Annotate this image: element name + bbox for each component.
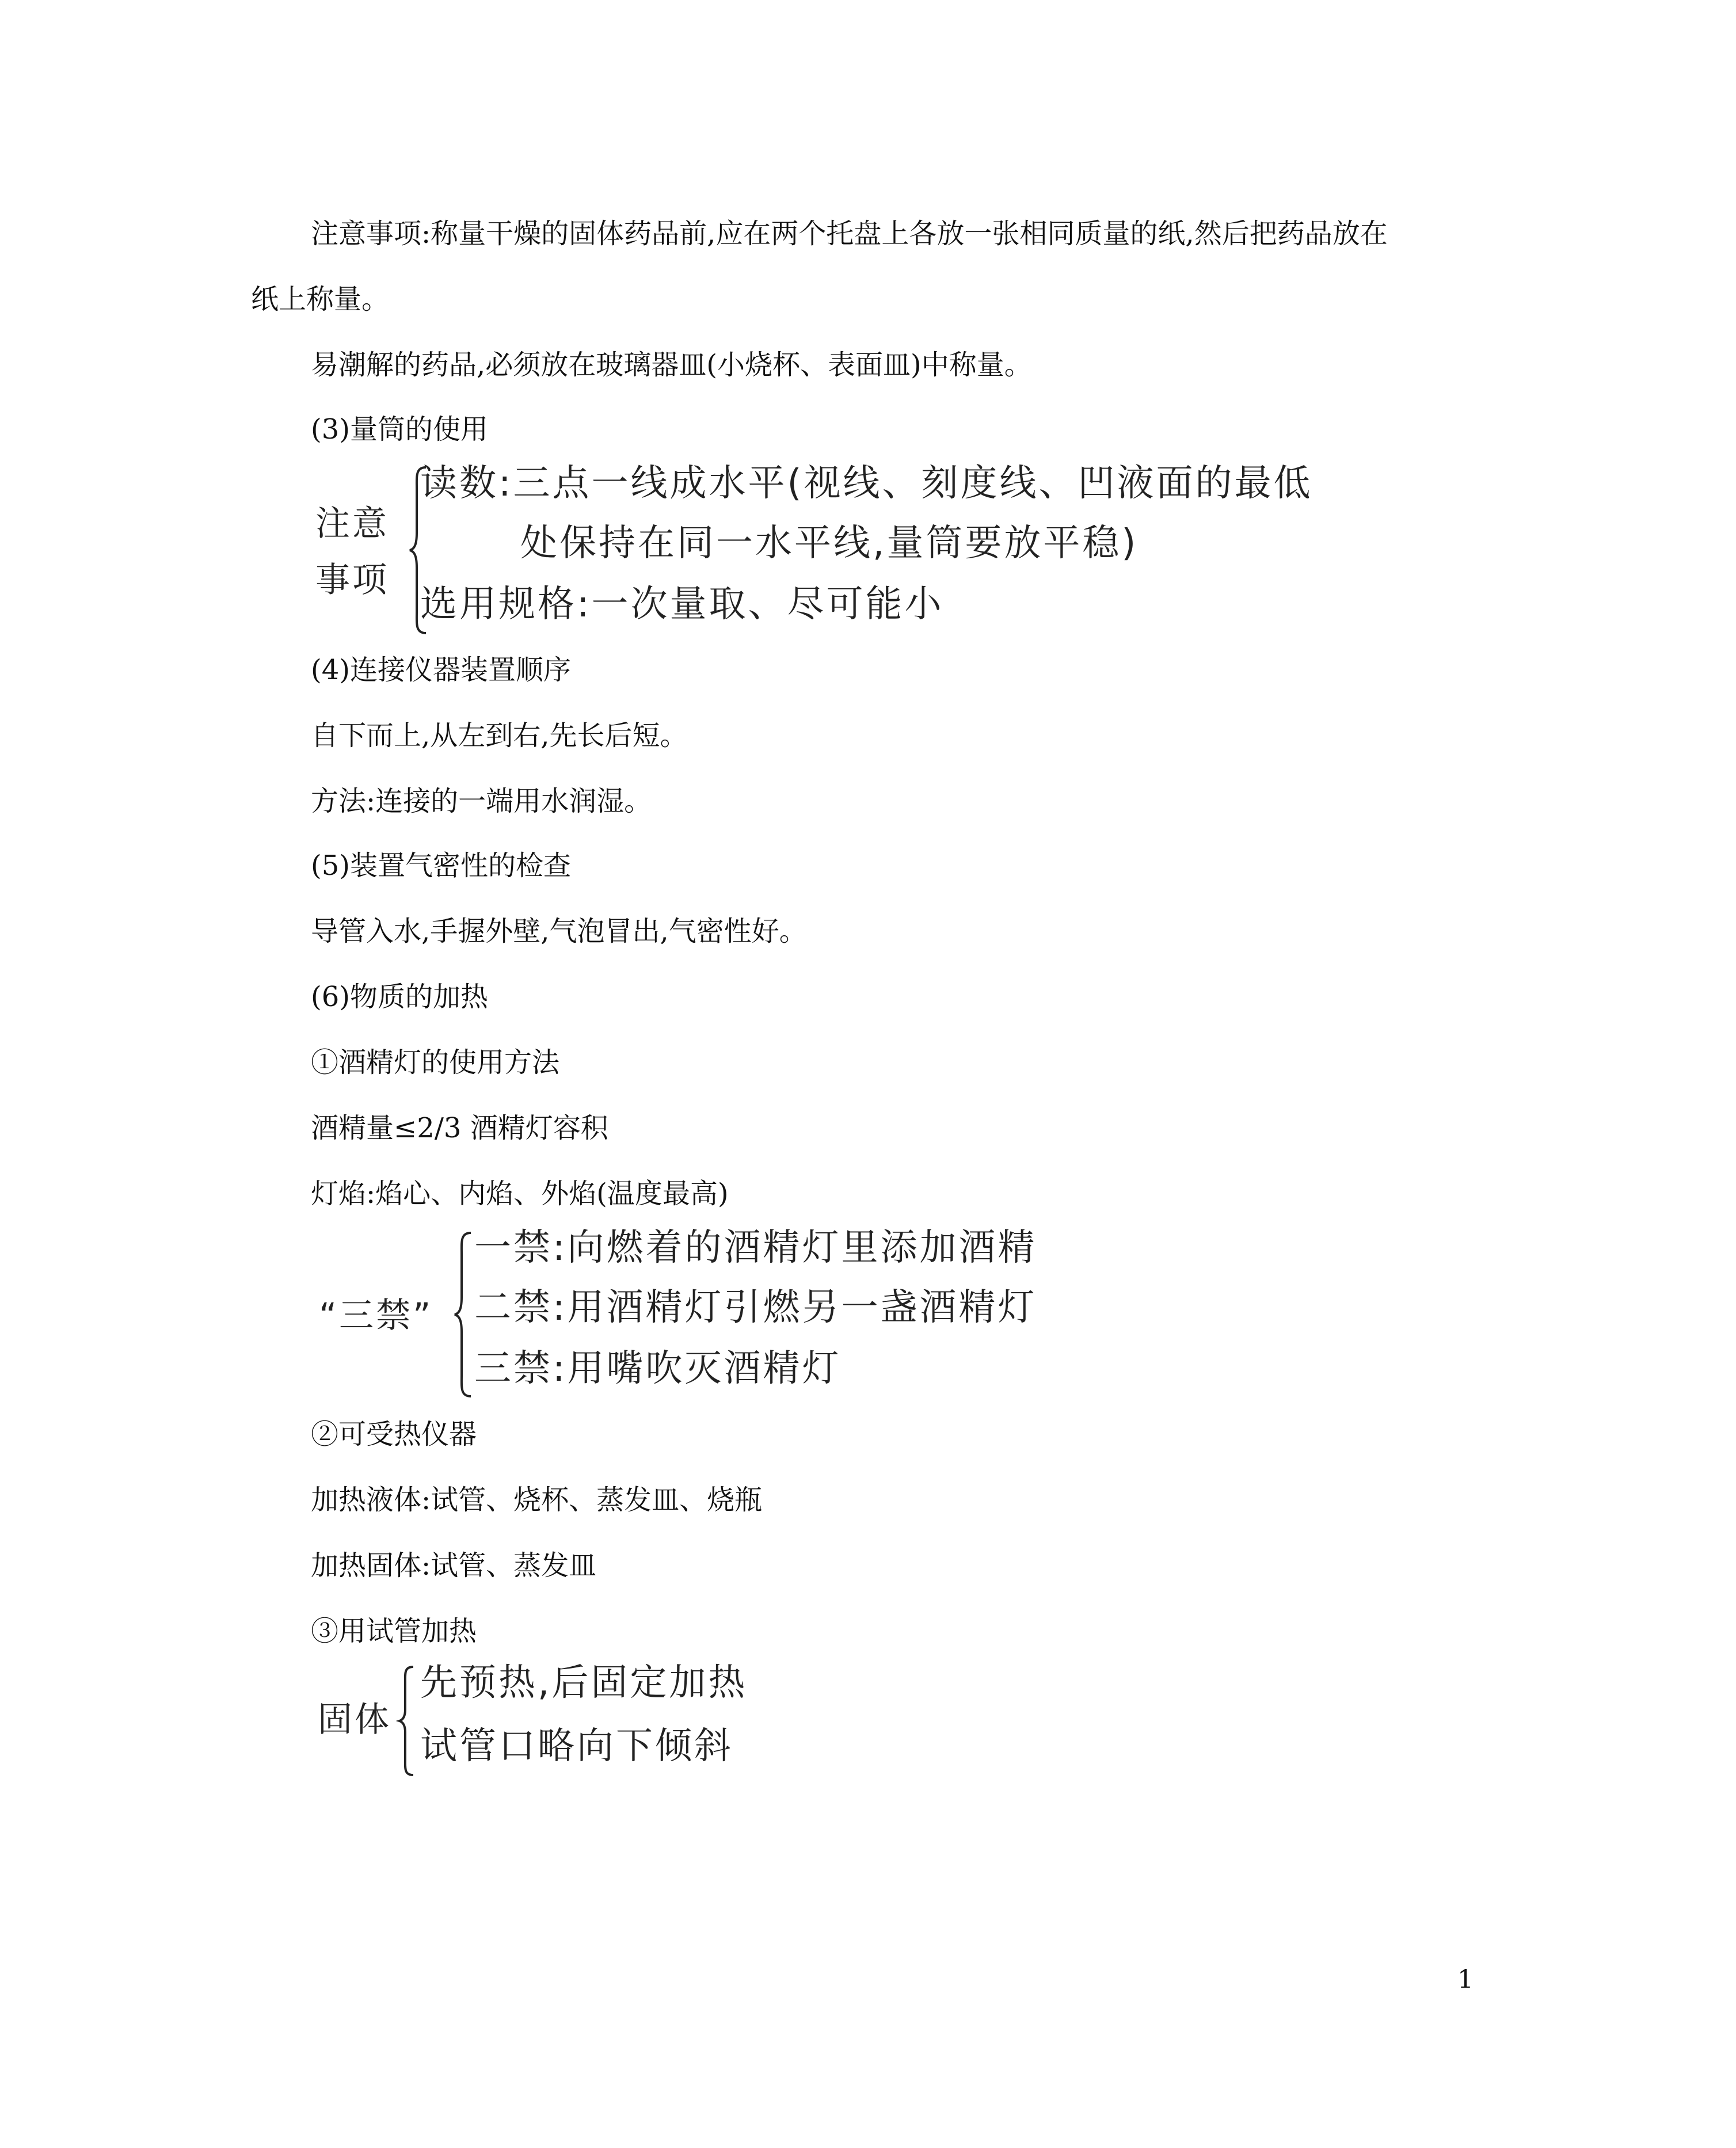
curly-brace-icon: [452, 1231, 475, 1399]
paragraph-connection-method: 方法:连接的一端用水润湿。: [311, 785, 652, 817]
three-prohibitions-item-2: 二禁:用酒精灯引燃另一盏酒精灯: [474, 1286, 1037, 1329]
cylinder-notes-brace-group: [311, 460, 1347, 639]
paragraph-weighing-notes: 注意事项:称量干燥的固体药品前,应在两个托盘上各放一张相同质量的纸,然后把药品放在: [311, 218, 1388, 250]
subheading-test-tube-heating: ③用试管加热: [311, 1615, 477, 1647]
cylinder-notes-label-line1: 注意: [315, 504, 389, 544]
three-prohibitions-brace-group: [311, 1225, 1117, 1403]
cylinder-notes-label-line2: 事项: [315, 560, 389, 600]
solid-heating-label: 固体: [318, 1700, 391, 1740]
paragraph-flame-parts: 灯焰:焰心、内焰、外焰(温度最高): [311, 1178, 729, 1210]
three-prohibitions-item-3: 三禁:用嘴吹灭酒精灯: [474, 1347, 842, 1390]
cylinder-notes-item-size: 选用规格:一次量取、尽可能小: [420, 583, 944, 626]
page-number: 1: [1457, 1965, 1474, 1994]
paragraph-airtightness: 导管入水,手握外壁,气泡冒出,气密性好。: [311, 915, 807, 947]
paragraph-heating-liquid: 加热液体:试管、烧杯、蒸发皿、烧瓶: [311, 1484, 763, 1516]
section-heading-cylinder: (3)量筒的使用: [311, 413, 488, 445]
solid-heating-brace-group: [311, 1660, 829, 1781]
section-heading-airtightness: (5)装置气密性的检查: [311, 850, 571, 882]
cylinder-notes-item-reading: 读数:三点一线成水平(视线、刻度线、凹液面的最低: [420, 462, 1313, 505]
three-prohibitions-label: “三禁”: [319, 1296, 433, 1336]
paragraph-deliquescent: 易潮解的药品,必须放在玻璃器皿(小烧杯、表面皿)中称量。: [311, 349, 1032, 381]
paragraph-weighing-notes-cont: 纸上称量。: [251, 283, 390, 315]
section-heading-heating: (6)物质的加热: [311, 981, 488, 1013]
curly-brace-icon: [397, 1665, 418, 1777]
solid-heating-item-2: 试管口略向下倾斜: [420, 1725, 733, 1768]
solid-heating-item-1: 先预热,后固定加热: [420, 1662, 748, 1704]
subheading-alcohol-lamp: ①酒精灯的使用方法: [311, 1046, 560, 1079]
subheading-heatable-instruments: ②可受热仪器: [311, 1418, 477, 1450]
paragraph-alcohol-amount: 酒精量≤2/3 酒精灯容积: [311, 1112, 608, 1144]
cylinder-notes-item-reading-cont: 处保持在同一水平线,量筒要放平稳): [520, 522, 1139, 565]
section-heading-connection: (4)连接仪器装置顺序: [311, 654, 571, 686]
three-prohibitions-item-1: 一禁:向燃着的酒精灯里添加酒精: [474, 1227, 1037, 1269]
paragraph-heating-solid: 加热固体:试管、蒸发皿: [311, 1549, 597, 1582]
paragraph-connection-order: 自下而上,从左到右,先长后短。: [311, 719, 688, 752]
